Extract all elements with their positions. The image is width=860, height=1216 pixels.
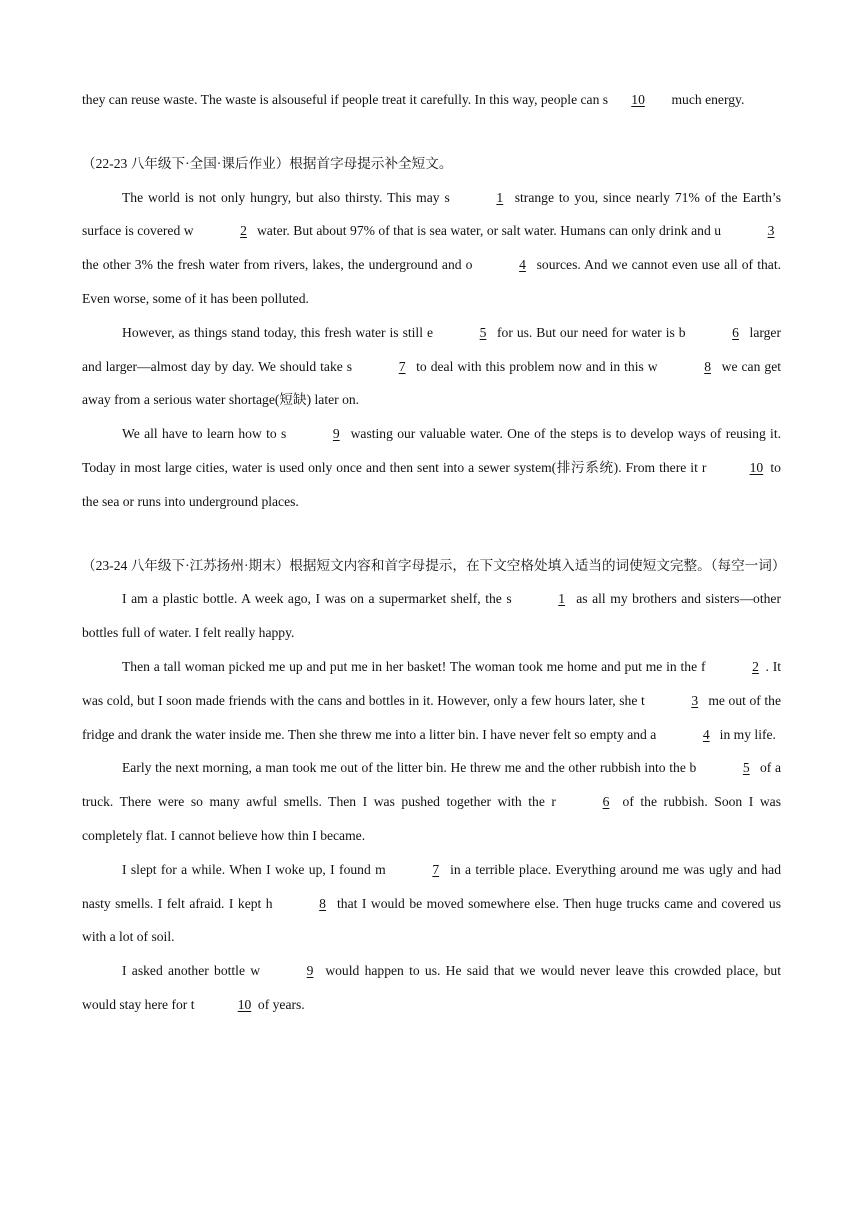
answer-blank-8[interactable]: 8 — [319, 895, 326, 911]
answer-blank-10[interactable]: 10 — [749, 459, 764, 475]
continuation-text: much energy. — [671, 92, 745, 107]
passage-paragraph — [82, 751, 781, 852]
passage-text: as all my brothers and sisters—other bottles full of water. I felt really happy. — [82, 591, 781, 641]
passage-text: to deal with this problem now and in this w — [412, 358, 658, 374]
passage-text: that I would be moved somewhere else. Then huge trucks came and covered us with a lot of soil. — [82, 895, 781, 945]
passage-text: Then a tall woman picked me up and put me in her basket! The woman took me home and put me in the f — [122, 658, 706, 674]
section-2 — [82, 549, 786, 1022]
passage-text: The world is not only hungry, but also thirsty. This may s — [122, 189, 450, 205]
passage-paragraph — [82, 417, 781, 518]
answer-blank-1[interactable]: 1 — [558, 591, 566, 607]
passage-paragraph — [82, 316, 781, 417]
section-1-title: （22-23 八年级下·全国·课后作业）根据首字母提示补全短文。 — [82, 155, 453, 171]
answer-blank-6[interactable]: 6 — [732, 324, 739, 340]
passage-paragraph — [82, 582, 781, 650]
passage-text: of the rubbish. Soon I was completely flat. I cannot believe how thin I became. — [82, 794, 781, 843]
passage-text: I slept for a while. When I woke up, I found m — [122, 861, 386, 877]
passage-text: strange to you, since nearly 71% of the Earth’s surface is covered w — [82, 189, 781, 239]
section-2-passage — [82, 582, 781, 1021]
answer-blank-10[interactable]: 10 — [631, 92, 645, 107]
passage-paragraph — [82, 181, 781, 316]
passage-text: sources. And we cannot even use all of that. Even worse, some of it has been polluted. — [82, 257, 781, 306]
document-page — [82, 83, 786, 1022]
answer-blank-4[interactable]: 4 — [519, 257, 526, 273]
passage-text: wasting our valuable water. One of the steps is to develop ways of reusing it. Today in most large cities, water is used only once and then sent into a sewer system(排污系统). From there it r — [82, 426, 782, 475]
passage-text: . It was cold, but I soon made friends with the cans and bottles in it. However, only a few hours later, she t — [82, 658, 781, 708]
answer-blank-5[interactable]: 5 — [479, 324, 487, 340]
passage-paragraph — [82, 650, 781, 751]
passage-text: I asked another bottle w — [122, 963, 261, 979]
answer-blank-8[interactable]: 8 — [704, 358, 712, 374]
section-2-title: （23-24 八年级下·江苏扬州·期末）根据短文内容和首字母提示，在下文空格处填入适当的词使短文完整。（每空一词） — [82, 557, 786, 573]
passage-text: We all have to learn how to s — [122, 426, 287, 442]
passage-text: would happen to us. He said that we would never leave this crowded place, but would stay here for t — [82, 963, 781, 1012]
passage-text: me out of the fridge and drank the water inside me. Then she threw me into a litter bin. I have never felt so empty and a — [82, 692, 781, 742]
passage-text: of years. — [254, 996, 305, 1012]
section-0-continuation — [82, 83, 781, 117]
answer-blank-6[interactable]: 6 — [602, 794, 610, 810]
passage-text: to the sea or runs into underground places. — [82, 459, 781, 509]
passage-text: of a truck. There were so many awful smells. Then I was pushed together with the r — [82, 760, 781, 810]
passage-text: Early the next morning, a man took me out of the litter bin. He threw me and the other rubbish into the b — [122, 760, 697, 776]
answer-blank-2[interactable]: 2 — [240, 223, 247, 239]
answer-blank-9[interactable]: 9 — [306, 963, 314, 979]
passage-text: larger and larger—almost day by day. We should take s — [82, 324, 781, 374]
answer-blank-3[interactable]: 3 — [767, 223, 775, 239]
answer-blank-5[interactable]: 5 — [742, 760, 750, 776]
answer-blank-2[interactable]: 2 — [752, 658, 759, 674]
passage-text: However, as things stand today, this fresh water is still e — [122, 324, 434, 340]
answer-blank-1[interactable]: 1 — [496, 189, 504, 205]
passage-text: for us. But our need for water is b — [493, 324, 686, 340]
passage-text: water. But about 97% of that is sea water, or salt water. Humans can only drink and u — [253, 223, 721, 239]
answer-blank-10[interactable]: 10 — [237, 996, 252, 1012]
answer-blank-9[interactable]: 9 — [332, 426, 340, 442]
answer-blank-3[interactable]: 3 — [691, 692, 699, 708]
passage-paragraph — [82, 853, 781, 954]
section-1-passage — [82, 181, 781, 519]
passage-paragraph — [82, 954, 781, 1022]
continuation-text: they can reuse waste. The waste is alsouseful if people treat it carefully. In this way, people can s — [82, 92, 609, 107]
answer-blank-4[interactable]: 4 — [702, 726, 710, 742]
continuation-paragraph — [82, 83, 781, 117]
passage-text: in my life. — [716, 726, 776, 742]
section-1 — [82, 147, 781, 519]
passage-text: in a terrible place. Everything around me was ugly and had nasty smells. I felt afraid. I kept h — [82, 861, 781, 911]
answer-blank-7[interactable]: 7 — [398, 358, 406, 374]
passage-text: I am a plastic bottle. A week ago, I was on a supermarket shelf, the s — [122, 591, 512, 607]
answer-blank-7[interactable]: 7 — [432, 861, 440, 877]
passage-text: the other 3% the fresh water from rivers, lakes, the underground and o — [82, 257, 473, 273]
passage-text: we can get away from a serious water shortage(短缺) later on. — [82, 358, 781, 408]
